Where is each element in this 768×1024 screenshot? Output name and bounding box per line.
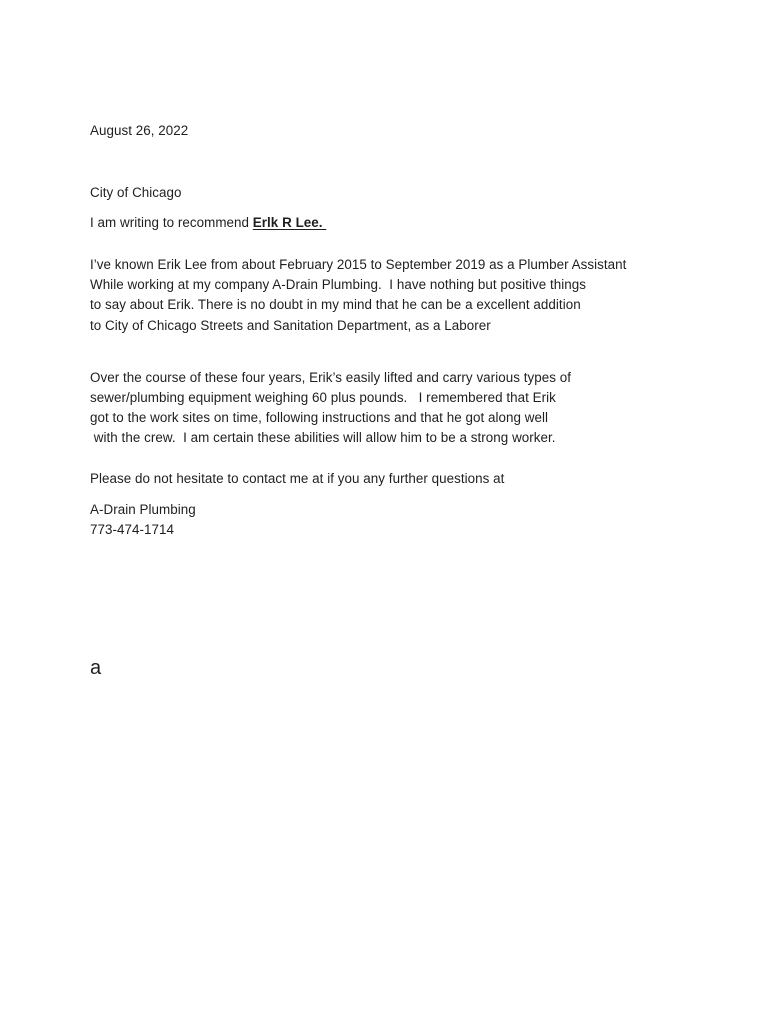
paragraph-1-line: to say about Erik. There is no doubt in my mind that he can be a excellent addition	[90, 297, 581, 312]
paragraph-2-line: sewer/plumbing equipment weighing 60 plus pounds. I remembered that Erik	[90, 390, 556, 405]
signature-phone: 773-474-1714	[90, 522, 174, 537]
paragraph-1-line: I’ve known Erik Lee from about February 2015 to September 2019 as a Plumber Assistant	[90, 257, 627, 272]
paragraph-1-line: While working at my company A-Drain Plumbing. I have nothing but positive things	[90, 277, 587, 292]
letter-recipient: City of Chicago	[90, 185, 182, 200]
paragraph-1-line: to City of Chicago Streets and Sanitation Department, as a Laborer	[90, 318, 491, 333]
closing-sentence: Please do not hesitate to contact me at if you any further questions at	[90, 471, 505, 486]
letter-date: August 26, 2022	[90, 123, 189, 138]
intro-prefix: I am writing to recommend	[90, 215, 253, 230]
paragraph-2-line: got to the work sites on time, following instructions and that he got along well	[90, 410, 549, 425]
paragraph-2-line: with the crew. I am certain these abilities will allow him to be a strong worker.	[90, 430, 556, 445]
recommended-name: Erlk R Lee.	[252, 215, 327, 230]
paragraph-2-line: Over the course of these four years, Erik’s easily lifted and carry various types of	[90, 370, 572, 385]
stray-character: a	[90, 657, 102, 679]
letter-intro	[90, 213, 326, 233]
signature-company: A-Drain Plumbing	[90, 502, 196, 517]
